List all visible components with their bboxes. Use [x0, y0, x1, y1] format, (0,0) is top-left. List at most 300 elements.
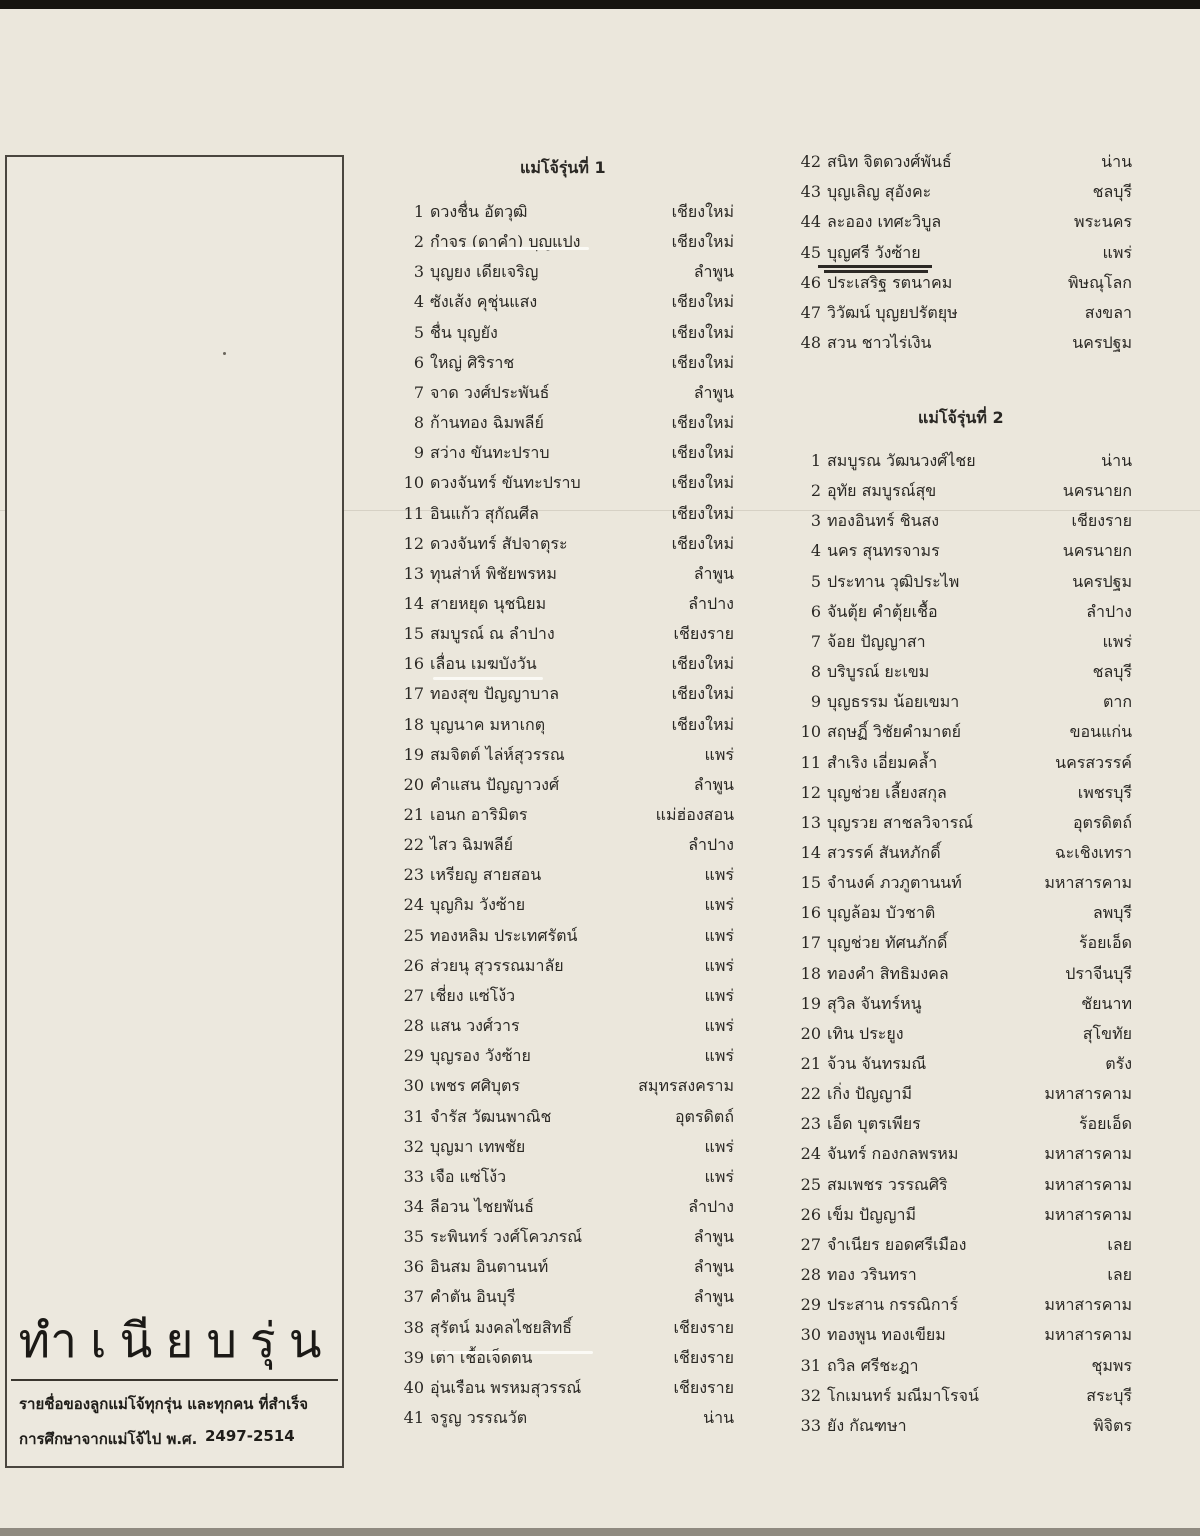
list-item: [797, 538, 1132, 564]
province: ชัยนาท: [1081, 993, 1132, 1013]
entry-number: 21: [800, 1054, 821, 1073]
entry-number: 7: [810, 631, 821, 651]
graduate-name: ละออง เทศะวิบูล: [827, 212, 942, 232]
graduate-name: บุญยง เดียเจริญ: [430, 262, 539, 282]
province: ลำปาง: [688, 835, 734, 855]
list-item: [797, 270, 1132, 296]
list-item: [400, 289, 734, 315]
entry-number: 24: [800, 1144, 821, 1164]
graduate-name: ดวงชื่น อัตวุฒิ: [430, 202, 528, 221]
top-edge-band: [0, 0, 1200, 9]
graduate-name: ใหญ่ ศิริราช: [430, 352, 515, 372]
graduate-name: จาด วงศ์ประพันธ์: [430, 382, 550, 402]
entry-number: 29: [800, 1295, 821, 1315]
list-item: [797, 1322, 1132, 1348]
graduate-name: เจือ แซ่โง้ว: [430, 1166, 507, 1186]
graduate-name: ยัง กัณฑษา: [827, 1415, 907, 1435]
province: เลย: [1107, 1265, 1132, 1285]
entry-number: 5: [413, 322, 424, 342]
province: อุตรดิตถ์: [674, 1106, 734, 1126]
province: ลำพูน: [693, 774, 734, 794]
graduate-name: อุ่นเรือน พรหมสุวรรณ์: [430, 1377, 582, 1397]
graduate-name: ดวงจันทร์ ขันทะปราบ: [430, 473, 581, 493]
graduate-name: ชื่น บุญยัง: [430, 322, 498, 342]
province: เชียงราย: [673, 1347, 734, 1367]
province: พระนคร: [1074, 212, 1132, 232]
entry-number: 29: [403, 1046, 424, 1066]
province: เชียงราย: [673, 1317, 734, 1337]
list-item: [400, 320, 734, 346]
graduate-name: เต่า เชื้อเจ็ดตน: [430, 1347, 533, 1367]
graduate-name: เอ็ด บุตรเพียร: [827, 1114, 921, 1134]
province: พิษณุโลก: [1067, 272, 1132, 292]
province: เชียงใหม่: [671, 232, 734, 252]
list-item: [400, 591, 734, 617]
entry-number: 30: [800, 1325, 821, 1345]
panel-subtitle-prefix: การศึกษาจากแม่โจ้ไป พ.ศ.: [19, 1430, 198, 1448]
list-item: [797, 629, 1132, 655]
graduate-name: สำเริง เอี่ยมคล้ำ: [827, 752, 938, 772]
entry-number: 9: [810, 692, 821, 712]
province: นครสวรรค์: [1055, 752, 1132, 772]
entry-number: 14: [403, 593, 424, 613]
entry-number: 42: [800, 152, 821, 171]
graduate-name: ระพินทร์ วงศ์โควภรณ์: [430, 1227, 583, 1247]
graduate-name: บุญมา เทพชัย: [430, 1136, 526, 1156]
white-underline-mark: [437, 247, 589, 250]
entry-number: 27: [800, 1234, 821, 1254]
graduate-name: บุญช่วย เลี้ยงสกุล: [827, 782, 947, 802]
list-item: [400, 1013, 734, 1039]
province: เชียงใหม่: [671, 654, 734, 674]
province: แพร่: [704, 985, 734, 1005]
list-item: [797, 780, 1132, 806]
entry-number: 18: [800, 963, 821, 983]
province: มหาสารคาม: [1044, 1174, 1132, 1194]
province: แพร่: [704, 1136, 734, 1156]
entry-number: 23: [800, 1114, 821, 1134]
province: ชลบุรี: [1092, 662, 1132, 682]
list-item: [797, 1353, 1132, 1379]
list-item: [797, 930, 1132, 956]
entry-number: 38: [403, 1317, 424, 1337]
graduate-name: เหรียญ สายสอน: [430, 865, 542, 885]
list-item: [797, 330, 1132, 356]
list-item: [400, 621, 734, 647]
province: แพร่: [704, 865, 734, 885]
province: นครนายก: [1062, 541, 1132, 561]
province: เชียงใหม่: [671, 473, 734, 493]
entry-number: 41: [403, 1408, 424, 1427]
province: ลำพูน: [693, 563, 734, 583]
graduate-name: จำรัส วัฒนพาณิช: [430, 1106, 552, 1126]
entry-number: 16: [403, 654, 424, 674]
graduate-name: ไสว ฉิมพลีย์: [430, 835, 514, 855]
list-item: [797, 300, 1132, 326]
graduate-name: อุทัย สมบูรณ์สุข: [827, 481, 937, 501]
graduate-name: โกเมนทร์ มณีมาโรจน์: [827, 1385, 979, 1405]
list-item: [797, 1383, 1132, 1409]
list-item: [400, 1104, 734, 1130]
entry-number: 1: [413, 202, 424, 221]
entry-number: 10: [800, 722, 821, 742]
province: แพร่: [704, 1046, 734, 1066]
list-item: [797, 1111, 1132, 1137]
province: ตรัง: [1105, 1054, 1132, 1073]
province: แพร่: [704, 1016, 734, 1036]
list-item: [400, 802, 734, 828]
entry-number: 45: [800, 242, 821, 262]
list-item: [400, 1164, 734, 1190]
entry-number: 11: [800, 752, 821, 772]
province: ชุมพร: [1091, 1355, 1132, 1375]
paper-speck: [223, 352, 226, 355]
list-item: [797, 1021, 1132, 1047]
graduate-name: บริบูรณ์ ยะเขม: [827, 662, 930, 682]
graduate-name: ส่วยนุ สุวรรณมาลัย: [430, 955, 564, 975]
graduate-name: สวน ชาวไร่เงิน: [827, 333, 932, 353]
province: น่าน: [1101, 451, 1132, 470]
province: ปราจีนบุรี: [1065, 963, 1132, 983]
panel-subtitle-years: 2497-2514: [205, 1427, 295, 1445]
list-item: [797, 750, 1132, 776]
list-item: [400, 742, 734, 768]
list-item: [797, 478, 1132, 504]
entry-number: 43: [800, 182, 821, 202]
list-item: [400, 199, 734, 225]
graduate-name: บุญล้อม บัวชาติ: [827, 903, 936, 923]
province: อุตรดิตถ์: [1072, 812, 1132, 832]
list-item: [400, 1405, 734, 1431]
province: ชลบุรี: [1092, 182, 1132, 202]
province: น่าน: [1101, 152, 1132, 171]
list-item: [400, 410, 734, 436]
entry-number: 19: [403, 744, 424, 764]
province: เชียงราย: [673, 1377, 734, 1397]
province: เชียงใหม่: [671, 322, 734, 342]
graduate-name: อินแก้ว สุกัณศีล: [430, 503, 539, 523]
graduate-name: สมบูรณ วัฒนวงศ์ไชย: [827, 451, 976, 470]
entry-number: 37: [403, 1287, 424, 1307]
entry-number: 25: [800, 1174, 821, 1194]
entry-number: 25: [403, 925, 424, 945]
province: เชียงราย: [673, 624, 734, 644]
list-item: [400, 1345, 734, 1371]
list-item: [797, 569, 1132, 595]
list-item: [797, 1413, 1132, 1439]
entry-number: 40: [403, 1377, 424, 1397]
graduate-name: ทุนส่าห์ พิชัยพรหม: [430, 563, 557, 583]
entry-number: 6: [810, 601, 821, 621]
entry-number: 24: [403, 895, 424, 915]
list-item: [400, 712, 734, 738]
province: น่าน: [703, 1408, 734, 1427]
province: มหาสารคาม: [1044, 1204, 1132, 1224]
list-item: [400, 1194, 734, 1220]
graduate-name: เอนก อาริมิตร: [430, 805, 528, 824]
list-item: [400, 470, 734, 496]
graduate-name: ดวงจันทร์ สัปจาตุระ: [430, 533, 568, 553]
graduate-name: ทองอินทร์ ชินสง: [827, 511, 940, 531]
list-item: [797, 448, 1132, 474]
entry-number: 11: [403, 503, 424, 523]
list-item: [797, 508, 1132, 534]
list-item: [400, 259, 734, 285]
entry-number: 33: [403, 1166, 424, 1186]
list-item: [797, 900, 1132, 926]
graduate-name: จันทร์ กองกลพรหม: [827, 1144, 959, 1164]
list-item: [797, 870, 1132, 896]
list-item: [797, 1202, 1132, 1228]
graduate-name: เทิน ประยูง: [827, 1023, 904, 1043]
entry-number: 32: [403, 1136, 424, 1156]
province: ลำพูน: [693, 1287, 734, 1307]
graduate-name: เลื่อน เมฆบังวัน: [430, 654, 537, 674]
entry-number: 3: [810, 511, 821, 531]
graduate-name: สวรรค์ สันหภักดิ์: [827, 842, 941, 862]
entry-number: 12: [800, 782, 821, 802]
province: มหาสารคาม: [1044, 1325, 1132, 1345]
province: เชียงใหม่: [671, 352, 734, 372]
province: เชียงราย: [1071, 511, 1132, 531]
graduate-name: จันตุ้ย คำตุ้ยเชื้อ: [827, 601, 938, 621]
province: ฉะเชิงเทรา: [1054, 842, 1132, 862]
province: แพร่: [704, 955, 734, 975]
graduate-name: สมจิตต์ ไล่ห์สุวรรณ: [430, 744, 565, 764]
list-item: [400, 1073, 734, 1099]
graduate-name: บุญรอง วังซ้าย: [430, 1046, 531, 1066]
ink-underline-mark: [824, 270, 928, 273]
province: แพร่: [1102, 631, 1132, 651]
province: สงขลา: [1084, 303, 1132, 322]
entry-number: 13: [403, 563, 424, 583]
entry-number: 8: [810, 662, 821, 682]
list-item: [797, 1081, 1132, 1107]
province: ลำพูน: [693, 1227, 734, 1247]
list-item: [400, 1254, 734, 1280]
entry-number: 21: [403, 805, 424, 824]
list-item: [797, 179, 1132, 205]
province: สระบุรี: [1086, 1385, 1132, 1405]
entry-number: 30: [403, 1076, 424, 1096]
province: ร้อยเอ็ด: [1078, 933, 1132, 953]
graduate-name: ทองสุข ปัญญาบาล: [430, 684, 560, 704]
province: ลำพูน: [693, 262, 734, 282]
province: เชียงใหม่: [671, 684, 734, 704]
graduate-name: อินสม อินตานนท์: [430, 1257, 549, 1277]
province: แม่ฮ่องสอน: [655, 805, 734, 824]
graduate-name: วิวัฒน์ บุญยปรัตยุษ: [827, 303, 958, 322]
list-item: [400, 923, 734, 949]
entry-number: 4: [810, 541, 821, 561]
list-item: [797, 719, 1132, 745]
graduate-name: สุรัตน์ มงคลไชยสิทธิ์: [430, 1317, 572, 1337]
entry-number: 26: [403, 955, 424, 975]
graduate-name: ประทาน วุฒิประไพ: [827, 571, 960, 591]
entry-number: 7: [413, 382, 424, 402]
graduate-name: สุวิล จันทร์หนู: [827, 993, 922, 1013]
entry-number: 14: [800, 842, 821, 862]
graduate-name: คำตัน อินบุรี: [430, 1287, 516, 1307]
province: สมุทรสงคราม: [638, 1076, 734, 1096]
entry-number: 34: [403, 1196, 424, 1216]
province: มหาสารคาม: [1044, 1084, 1132, 1104]
province: ลำพูน: [693, 1257, 734, 1277]
province: แพร่: [704, 925, 734, 945]
list-item: [400, 1134, 734, 1160]
province: นครปฐม: [1072, 333, 1132, 353]
list-item: [400, 983, 734, 1009]
entry-number: 32: [800, 1385, 821, 1405]
province: เชียงใหม่: [671, 443, 734, 463]
province: ตาก: [1102, 692, 1132, 712]
entry-number: 20: [800, 1023, 821, 1043]
white-underline-mark: [433, 1351, 593, 1354]
list-item: [797, 1262, 1132, 1288]
list-item: [797, 1141, 1132, 1167]
entry-number: 31: [403, 1106, 424, 1126]
list-item: [400, 1315, 734, 1341]
graduate-name: บุญธรรม น้อยเขมา: [827, 692, 960, 712]
list-item: [797, 149, 1132, 175]
entry-number: 1: [810, 451, 821, 470]
graduate-name: บุญนาค มหาเกตุ: [430, 714, 546, 734]
list-item: [797, 599, 1132, 625]
province: เชียงใหม่: [671, 533, 734, 553]
entry-number: 3: [413, 262, 424, 282]
list-item: [400, 832, 734, 858]
entry-number: 2: [810, 481, 821, 501]
graduate-name: ทองหลิม ประเทศรัตน์: [430, 925, 578, 945]
entry-number: 16: [800, 903, 821, 923]
directory-title-panel: [5, 155, 344, 1468]
graduate-name: จรูญ วรรณวัต: [430, 1408, 528, 1427]
list-item: [797, 1051, 1132, 1077]
list-item: [797, 810, 1132, 836]
list-item: [400, 350, 734, 376]
province: เชียงใหม่: [671, 202, 734, 221]
graduate-name: กำจร (ดาคำ) บุญแปง: [430, 232, 581, 252]
entry-number: 47: [800, 303, 821, 322]
graduate-name: เกิ่ง ปัญญามี: [827, 1084, 913, 1104]
province: เชียงใหม่: [671, 503, 734, 523]
graduate-name: เชี่ยง แซ่โง้ว: [430, 985, 516, 1005]
province: สุโขทัย: [1082, 1023, 1132, 1043]
province: ลพบุรี: [1092, 903, 1132, 923]
list-item: [400, 380, 734, 406]
province: เชียงใหม่: [671, 413, 734, 433]
province: ร้อยเอ็ด: [1078, 1114, 1132, 1134]
province: เลย: [1107, 1234, 1132, 1254]
list-item: [400, 1375, 734, 1401]
graduate-name: บุญเลิญ สุอังคะ: [827, 182, 932, 202]
province: เพชรบุรี: [1077, 782, 1132, 802]
entry-number: 17: [800, 933, 821, 953]
province: นครนายก: [1062, 481, 1132, 501]
graduate-name: ประเสริฐ รตนาคม: [827, 272, 953, 292]
graduate-name: จำเนียร ยอดศรีเมือง: [827, 1234, 967, 1254]
list-item: [797, 209, 1132, 235]
entry-number: 19: [800, 993, 821, 1013]
province: มหาสารคาม: [1044, 1144, 1132, 1164]
graduate-name: บุญช่วย ทัศนภักดิ์: [827, 933, 948, 953]
graduate-name: ถวิล ศรีชะฎา: [827, 1355, 919, 1375]
panel-subtitle-line2: [19, 1427, 339, 1451]
graduate-name: บุญกิม วังซ้าย: [430, 895, 526, 915]
panel-divider: [11, 1379, 338, 1381]
graduate-name: จำนงค์ ภวภูตานนท์: [827, 873, 962, 893]
graduate-name: ซังเส้ง คุชุ่นแสง: [430, 292, 538, 312]
entry-number: 12: [403, 533, 424, 553]
graduate-name: ประสาน กรรณิการ์: [827, 1295, 959, 1315]
panel-title: ทำเนียบรุ่น: [18, 1313, 335, 1369]
province: ขอนแก่น: [1069, 722, 1132, 742]
list-item: [400, 892, 734, 918]
list-item: [400, 862, 734, 888]
entry-number: 46: [800, 272, 821, 292]
province: ลำปาง: [688, 1196, 734, 1216]
graduate-name: ทองคำ สิทธิมงคล: [827, 963, 949, 983]
entry-number: 13: [800, 812, 821, 832]
entry-number: 4: [413, 292, 424, 312]
province: ลำปาง: [688, 593, 734, 613]
entry-number: 15: [403, 624, 424, 644]
entry-number: 39: [403, 1347, 424, 1367]
province: แพร่: [704, 744, 734, 764]
bottom-edge-band: [0, 1528, 1200, 1536]
entry-number: 2: [413, 232, 424, 252]
entry-number: 22: [403, 835, 424, 855]
province: ลำปาง: [1086, 601, 1132, 621]
entry-number: 26: [800, 1204, 821, 1224]
graduate-name: บุญรวย สาชลวิจารณ์: [827, 812, 974, 832]
entry-number: 10: [403, 473, 424, 493]
entry-number: 36: [403, 1257, 424, 1277]
province: ลำพูน: [693, 382, 734, 402]
list-item: [400, 1224, 734, 1250]
province: มหาสารคาม: [1044, 873, 1132, 893]
entry-number: 9: [413, 443, 424, 463]
graduate-name: ทอง วรินทรา: [827, 1265, 917, 1285]
graduate-name: เพชร ศศิบุตร: [430, 1076, 521, 1096]
entry-number: 44: [800, 212, 821, 232]
province: พิจิตร: [1093, 1415, 1132, 1435]
entry-number: 31: [800, 1355, 821, 1375]
province: แพร่: [704, 895, 734, 915]
graduate-name: นคร สุนทรจามร: [827, 541, 940, 561]
entry-number: 17: [403, 684, 424, 704]
list-item: [797, 991, 1132, 1017]
entry-number: 8: [413, 413, 424, 433]
list-item: [400, 501, 734, 527]
class2-heading: แม่โจ้รุ่นที่ 2: [918, 408, 1004, 427]
graduate-name: สมบูรณ์ ณ ลำปาง: [430, 624, 555, 644]
entry-number: 6: [413, 352, 424, 372]
class1-heading: แม่โจ้รุ่นที่ 1: [520, 158, 606, 177]
graduate-name: จ้วน จันทรมณี: [827, 1054, 927, 1073]
list-item: [797, 689, 1132, 715]
graduate-name: สนิท จิตดวงศ์พันธ์: [827, 152, 952, 171]
graduate-name: สมเพชร วรรณศิริ: [827, 1174, 948, 1194]
list-item: [797, 1292, 1132, 1318]
list-item: [400, 651, 734, 677]
graduate-name: สว่าง ขันทะปราบ: [430, 443, 550, 463]
list-item: [797, 1172, 1132, 1198]
entry-number: 18: [403, 714, 424, 734]
province: เชียงใหม่: [671, 714, 734, 734]
list-item: [400, 1284, 734, 1310]
entry-number: 33: [800, 1415, 821, 1435]
